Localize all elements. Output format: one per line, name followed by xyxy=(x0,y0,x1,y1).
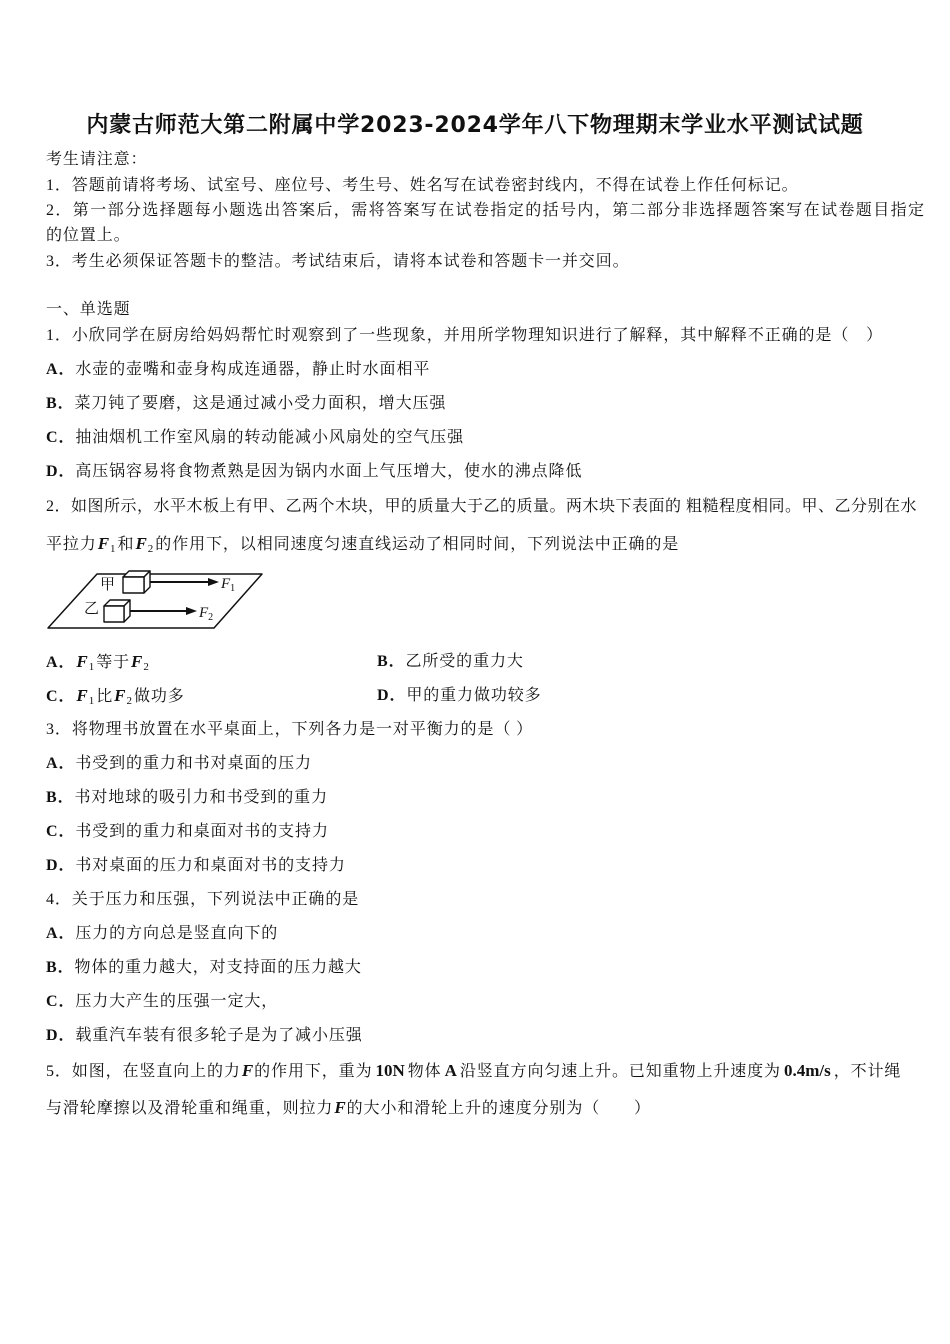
question-4-option-b-text: 物体的重力越大，对支持面的压力越大 xyxy=(74,959,362,976)
question-2-option-c-force-2-subscript: 2 xyxy=(126,695,132,707)
block-label-jia: 甲 xyxy=(100,575,116,593)
question-2-force-1-subscript: 1 xyxy=(110,543,116,555)
question-3-option-a-letter: A． xyxy=(46,755,76,772)
question-2-text-after: 的作用下，以相同速度匀速直线运动了相同时间，下列说法中正确的是 xyxy=(155,536,680,553)
question-4-option-a-text: 压力的方向总是竖直向下的 xyxy=(75,925,279,942)
question-4-option-a xyxy=(46,922,278,946)
question-4-number: 4． xyxy=(46,891,72,908)
question-2-option-b xyxy=(377,650,524,674)
question-2-option-c-force-1: F xyxy=(76,686,88,705)
question-2-option-b-letter: B． xyxy=(377,653,406,670)
question-2-option-b-text: 乙所受的重力大 xyxy=(405,653,524,670)
question-1-option-a xyxy=(46,358,430,382)
question-5-text-e: ，不计绳 xyxy=(833,1063,902,1080)
question-1-stem xyxy=(46,324,883,348)
question-3-option-d xyxy=(46,854,346,878)
notice-item-2-line-1: 2．第一部分选择题每小题选出答案后，需将答案写在试卷指定的括号内，第二部分非选择题答案写在试卷题目指定 xyxy=(46,202,926,219)
question-3-text: 将物理书放置在水平桌面上，下列各力是一对平衡力的是（ ） xyxy=(71,721,534,738)
question-5-text-d: 沿竖直方向匀速上升。已知重物上升速度为 xyxy=(459,1063,781,1080)
question-1-option-d-text: 高压锅容易将食物煮熟是因为锅内水面上气压增大，使水的沸点降低 xyxy=(75,463,583,480)
question-5-weight-value: 10N xyxy=(375,1061,405,1080)
question-2-option-a-force-2-subscript: 2 xyxy=(143,661,149,673)
question-5-line-2-text-b: 的大小和滑轮上升的速度分别为（ ） xyxy=(346,1100,651,1117)
question-5-force-symbol: F xyxy=(241,1061,254,1080)
notice-item-2-line-2: 的位置上。 xyxy=(46,227,131,244)
question-2-stem-line-1 xyxy=(46,495,917,519)
question-4-option-d xyxy=(46,1024,363,1048)
block-jia xyxy=(123,571,150,593)
question-3-option-d-text: 书对桌面的压力和桌面对书的支持力 xyxy=(75,857,346,874)
force-label-f2-symbol: F xyxy=(199,605,209,621)
question-3-option-b-text: 书对地球的吸引力和书受到的重力 xyxy=(74,789,328,806)
question-1-option-c-text: 抽油烟机工作室风扇的转动能减小风扇处的空气压强 xyxy=(75,429,465,446)
question-1-option-b-letter: B． xyxy=(46,395,75,412)
question-5-text-b: 的作用下，重为 xyxy=(254,1063,373,1080)
question-2-text-before: 平拉力 xyxy=(46,536,97,553)
question-1-number: 1． xyxy=(46,327,72,344)
question-5-stem-line-2 xyxy=(46,1096,651,1120)
question-3-option-d-letter: D． xyxy=(46,857,76,874)
question-2-text-between: 和 xyxy=(117,536,135,553)
question-2-option-c-letter: C． xyxy=(46,688,76,705)
force-arrow-f2-head xyxy=(186,607,197,615)
question-2-option-c-relation: 比 xyxy=(96,688,114,705)
question-3-option-c xyxy=(46,820,329,844)
question-2-option-d xyxy=(377,684,542,708)
question-3-option-b-letter: B． xyxy=(46,789,75,806)
question-2-force-1-symbol: F xyxy=(97,534,110,553)
question-2-option-c-tail: 做功多 xyxy=(133,688,185,705)
question-1-option-b xyxy=(46,392,446,416)
section-title: 一、单选题 xyxy=(46,301,131,318)
question-3-option-c-text: 书受到的重力和桌面对书的支持力 xyxy=(75,823,329,840)
question-2-option-a-letter: A． xyxy=(46,654,76,671)
question-1-option-d-letter: D． xyxy=(46,463,76,480)
question-2-option-a xyxy=(46,650,151,674)
block-yi-front-face xyxy=(104,606,124,622)
question-2-option-a-relation: 等于 xyxy=(96,654,131,671)
question-4-option-d-letter: D． xyxy=(46,1027,76,1044)
force-label-f2 xyxy=(198,605,213,623)
question-1-option-c xyxy=(46,426,464,450)
question-2-force-2-symbol: F xyxy=(135,534,147,553)
block-yi xyxy=(104,600,130,622)
question-3-option-c-letter: C． xyxy=(46,823,76,840)
force-label-f2-subscript: 2 xyxy=(208,612,214,623)
question-5-line-2-force-symbol: F xyxy=(334,1098,346,1117)
question-1-option-a-letter: A． xyxy=(46,361,76,378)
question-4-text: 关于压力和压强，下列说法中正确的是 xyxy=(71,891,360,908)
question-2-text-line-1: 如图所示，水平木板上有甲、乙两个木块，甲的质量大于乙的质量。两木块下表面的 粗糙程度相同。甲、乙分别在水 xyxy=(71,498,918,515)
question-4-option-c xyxy=(46,990,278,1014)
force-arrow-f1-head xyxy=(208,578,219,586)
question-4-option-c-text: 压力大产生的压强一定大， xyxy=(75,993,279,1010)
question-4-option-b xyxy=(46,956,362,980)
question-4-option-b-letter: B． xyxy=(46,959,75,976)
block-label-yi: 乙 xyxy=(84,599,100,617)
question-5-stem-line-1 xyxy=(46,1059,901,1083)
question-2-option-d-text: 甲的重力做功较多 xyxy=(406,687,542,704)
question-5-line-2-text-a: 与滑轮摩擦以及滑轮重和绳重，则拉力 xyxy=(46,1100,334,1117)
question-2-stem-line-2 xyxy=(46,532,679,556)
question-2-number: 2． xyxy=(46,498,72,515)
question-2-option-a-force-1: F xyxy=(76,652,88,671)
question-1-option-a-text: 水壶的壶嘴和壶身构成连通器，静止时水面相平 xyxy=(75,361,431,378)
question-2-figure xyxy=(46,567,268,633)
question-3-option-b xyxy=(46,786,328,810)
question-5-speed-value: 0.4m/s xyxy=(783,1061,831,1080)
question-4-option-a-letter: A． xyxy=(46,925,76,942)
force-label-f1 xyxy=(220,576,235,594)
notice-item-3: 3．考生必须保证答题卡的整洁。考试结束后，请将本试卷和答题卡一并交回。 xyxy=(46,253,630,270)
question-3-stem xyxy=(46,718,533,742)
question-2-option-c-force-1-subscript: 1 xyxy=(88,695,95,707)
question-3-number: 3． xyxy=(46,721,72,738)
question-2-option-a-force-2: F xyxy=(131,652,143,671)
force-label-f1-symbol: F xyxy=(221,576,231,592)
exam-title: 内蒙古师范大第二附属中学2023-2024学年八下物理期末学业水平测试试题 xyxy=(86,113,864,138)
force-label-f1-subscript: 1 xyxy=(230,583,236,594)
question-5-text-a: 如图，在竖直向上的力 xyxy=(71,1063,241,1080)
question-1-option-c-letter: C． xyxy=(46,429,76,446)
question-4-option-c-letter: C． xyxy=(46,993,76,1010)
question-2-option-c xyxy=(46,684,185,708)
question-2-option-a-force-1-subscript: 1 xyxy=(88,661,95,673)
notice-heading: 考生请注意： xyxy=(46,151,148,168)
question-5-text-c: 物体 xyxy=(407,1063,442,1080)
notice-item-1: 1．答题前请将考场、试室号、座位号、考生号、姓名写在试卷密封线内，不得在试卷上作任何标记。 xyxy=(46,177,799,194)
question-4-option-d-text: 载重汽车装有很多轮子是为了减小压强 xyxy=(75,1027,363,1044)
question-3-option-a-text: 书受到的重力和书对桌面的压力 xyxy=(75,755,312,772)
question-1-option-b-text: 菜刀钝了要磨，这是通过减小受力面积，增大压强 xyxy=(74,395,447,412)
block-jia-front-face xyxy=(123,577,144,593)
question-5-object-label: A xyxy=(444,1061,457,1080)
question-1-option-d xyxy=(46,460,582,484)
question-2-option-c-force-2: F xyxy=(114,686,126,705)
question-1-text: 小欣同学在厨房给妈妈帮忙时观察到了一些现象，并用所学物理知识进行了解释，其中解释不正确的是（ ） xyxy=(71,327,884,344)
question-3-option-a xyxy=(46,752,312,776)
question-5-number: 5． xyxy=(46,1063,72,1080)
question-2-option-d-letter: D． xyxy=(377,687,407,704)
question-4-stem xyxy=(46,888,359,912)
question-2-force-2-subscript: 2 xyxy=(147,543,154,555)
